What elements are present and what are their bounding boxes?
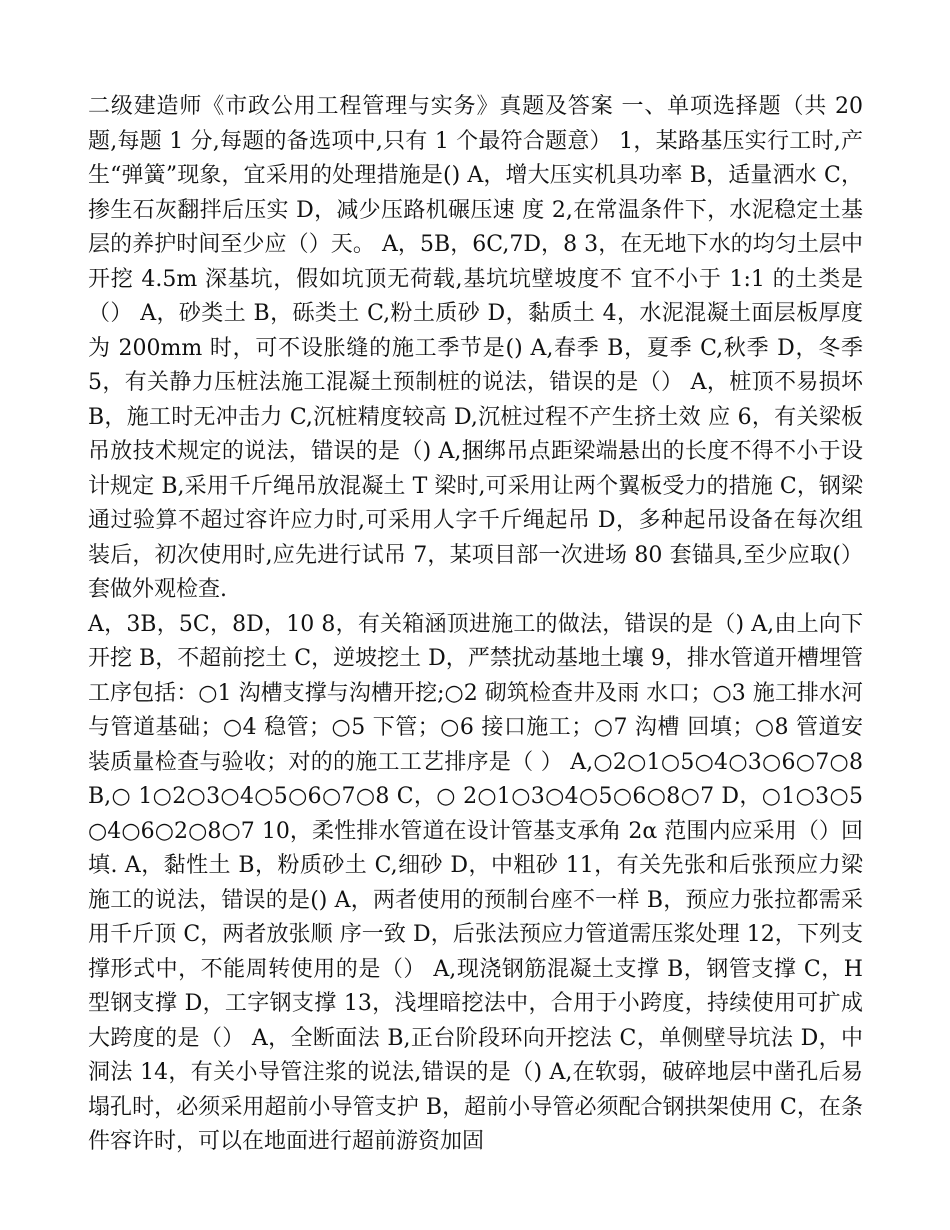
paragraph-1: 二级建造师《市政公用工程管理与实务》真题及答案 一、单项选择题（共 20 题,每题 1 分,每题的备选项中,只有 1 个最符合题意） 1，某路基压实行工时,产生“弹簧”现象，宜采用的处理措施是() A，增大压实机具功率 B，适量洒水 C，掺生石灰翻拌后压实 D，减少压路机碾压速 度 2,在常温条件下，水泥稳定土基层的养护时间至少应（）天。 A，5B，6C,7D，8 3，在无地下水的均匀土层中开挖 4.5m 深基坑，假如坑顶无荷载,基坑坑壁坡度不 宜不小于 1:1 的土类是（） A，砂类土 B，砾类土 C,粉土质砂 D，黏质土 4，水泥混凝土面层板厚度为 200mm 时，可不设胀缝的施工季节是() A,春季 B，夏季 C,秋季 D，冬季 5，有关静力压桩法施工混凝土预制桩的说法，错误的是（） A，桩顶不易损坏 B，施工时无冲击力 C,沉桩精度较高 D,沉桩过程不产生挤土效 应 6，有关梁板吊放技术规定的说法，错误的是（) A,捆绑吊点距梁端悬出的长度不得不小于设计规定 B,采用千斤绳吊放混凝土 T 梁时,可采用让两个翼板受力的措施 C，钢梁通过验算不超过容许应力时,可采用人字千斤绳起吊 D，多种起吊设备在每次组装后，初次使用时,应先进行试吊 7，某项目部一次进场 80 套锚具,至少应取(）套做外观检查. (88, 94, 863, 602)
paragraph-2: A，3B，5C，8D，10 8，有关箱涵顶进施工的做法，错误的是（) A,由上向下开挖 B，不超前挖土 C，逆坡挖土 D，严禁扰动基地土壤 9，排水管道开槽埋管工序包括：○1 沟槽支撑与沟槽开挖;○2 砌筑检查井及雨 水口；○3 施工排水河与管道基础；○4 稳管；○5 下管；○6 接口施工；○7 沟槽 回填；○8 管道安装质量检查与验收；对的的施工工艺排序是（ ） A,○2○1○5○4○3○6○7○8 B,○ 1○2○3○4○5○6○7○8 C，○ 2○1○3○4○5○6○8○7 D，○1○3○5○4○6○2○8○7 10，柔性排水管道在设计管基支承角 2α 范围内应采用（）回填. A，黏性土 B，粉质砂土 C,细砂 D，中粗砂 11，有关先张和后张预应力梁施工的说法，错误的是() A，两者使用的预制台座不一样 B，预应力张拉都需采用千斤顶 C，两者放张顺 序一致 D，后张法预应力管道需压浆处理 12，下列支撑形式中，不能周转使用的是（） A,现浇钢筋混凝土支撑 B，钢管支撑 C，H 型钢支撑 D，工字钢支撑 13，浅埋暗挖法中，合用于小跨度，持续使用可扩成大跨度的是（） A，全断面法 B,正台阶段环向开挖法 C，单侧壁导坑法 D，中洞法 14，有关小导管注浆的说法,错误的是（) A,在软弱，破碎地层中凿孔后易塌孔时，必须采用超前小导管支护 B，超前小导管必须配合钢拱架使用 C，在条件容许时，可以在地面进行超前游资加固 (88, 611, 863, 1154)
document-page (88, 90, 863, 1160)
